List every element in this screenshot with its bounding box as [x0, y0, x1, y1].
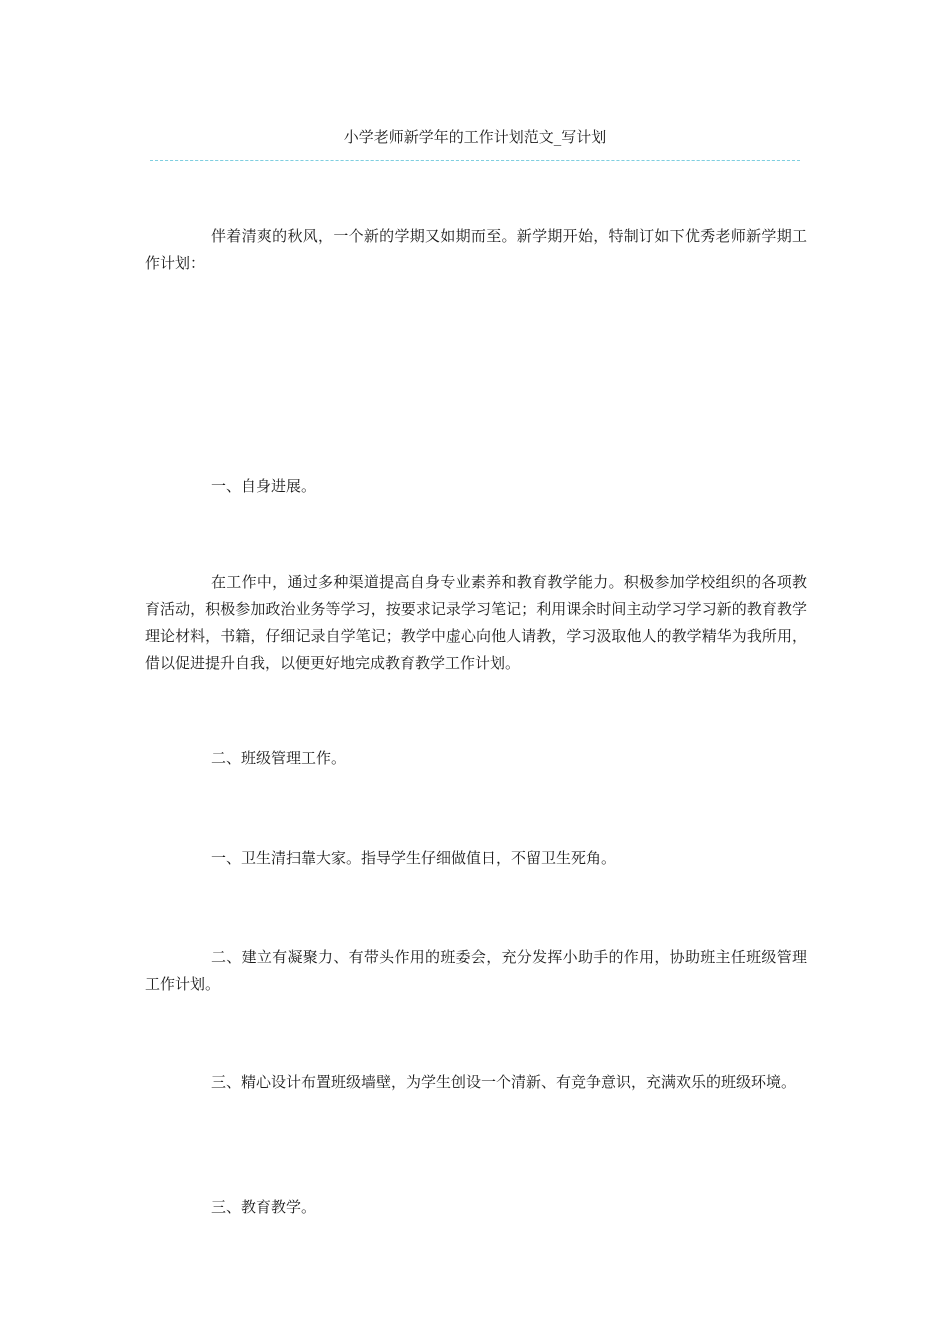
- intro-paragraph: 伴着清爽的秋风，一个新的学期又如期而至。新学期开始，特制订如下优秀老师新学期工作计划：: [145, 227, 807, 272]
- class-management-item-2: 二、建立有凝聚力、有带头作用的班委会，充分发挥小助手的作用，协助班主任班级管理工作计划。: [145, 948, 807, 993]
- self-development-paragraph: 在工作中，通过多种渠道提高自身专业素养和教育教学能力。积极参加学校组织的各项教育活动，积极参加政治业务等学习，按要求记录学习笔记；利用课余时间主动学习学习新的教育教学理论材料，书籍，仔细记录自学笔记；教学中虚心向他人请教，学习汲取他人的教学精华为我所用，借以促进提升自我，以便更好地完成教育教学工作计划。: [145, 573, 807, 672]
- section-heading-teaching: 三、教育教学。: [211, 1198, 317, 1216]
- class-management-item-3: 三、精心设计布置班级墙壁，为学生创设一个清新、有竞争意识，充满欢乐的班级环境。: [211, 1073, 797, 1091]
- section-heading-self-development: 一、自身进展。: [211, 477, 317, 495]
- class-management-item-1: 一、卫生清扫靠大家。指导学生仔细做值日，不留卫生死角。: [211, 849, 617, 867]
- document-title: 小学老师新学年的工作计划范文_写计划: [343, 128, 607, 146]
- title-divider: [150, 160, 800, 161]
- section-heading-class-management: 二、班级管理工作。: [211, 749, 347, 767]
